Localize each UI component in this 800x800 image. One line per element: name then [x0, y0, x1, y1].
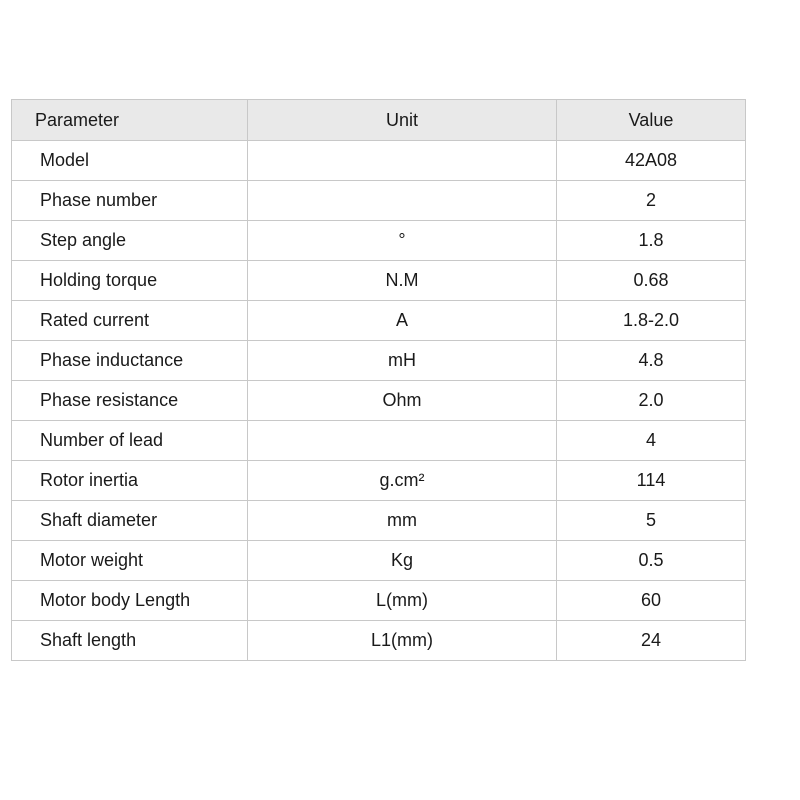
table-row — [12, 421, 746, 461]
value-cell: 4.8 — [557, 341, 746, 381]
value-cell: 2.0 — [557, 381, 746, 421]
table-row — [12, 461, 746, 501]
unit-cell: ° — [248, 221, 557, 261]
param-cell: Motor body Length — [12, 581, 248, 621]
param-cell: Number of lead — [12, 421, 248, 461]
table-row — [12, 621, 746, 661]
param-cell: Phase number — [12, 181, 248, 221]
param-cell: Phase inductance — [12, 341, 248, 381]
table-row — [12, 501, 746, 541]
header-value: Value — [557, 100, 746, 141]
header-parameter: Parameter — [12, 100, 248, 141]
param-cell: Step angle — [12, 221, 248, 261]
param-cell: Phase resistance — [12, 381, 248, 421]
spec-table — [11, 99, 746, 661]
unit-cell: N.M — [248, 261, 557, 301]
value-cell: 24 — [557, 621, 746, 661]
value-cell: 4 — [557, 421, 746, 461]
param-cell: Shaft length — [12, 621, 248, 661]
param-cell: Rated current — [12, 301, 248, 341]
unit-cell: L1(mm) — [248, 621, 557, 661]
unit-cell — [248, 421, 557, 461]
value-cell: 60 — [557, 581, 746, 621]
value-cell: 114 — [557, 461, 746, 501]
value-cell: 42A08 — [557, 141, 746, 181]
table-row — [12, 261, 746, 301]
table-row — [12, 581, 746, 621]
value-cell: 0.5 — [557, 541, 746, 581]
param-cell: Model — [12, 141, 248, 181]
value-cell: 5 — [557, 501, 746, 541]
value-cell: 2 — [557, 181, 746, 221]
unit-cell: A — [248, 301, 557, 341]
value-cell: 1.8-2.0 — [557, 301, 746, 341]
table-row — [12, 181, 746, 221]
value-cell: 1.8 — [557, 221, 746, 261]
unit-cell — [248, 181, 557, 221]
param-cell: Holding torque — [12, 261, 248, 301]
table-row — [12, 301, 746, 341]
table-row — [12, 541, 746, 581]
value-cell: 0.68 — [557, 261, 746, 301]
unit-cell: mm — [248, 501, 557, 541]
unit-cell: Ohm — [248, 381, 557, 421]
param-cell: Rotor inertia — [12, 461, 248, 501]
unit-cell: Kg — [248, 541, 557, 581]
table-row — [12, 341, 746, 381]
table-row — [12, 141, 746, 181]
unit-cell: mH — [248, 341, 557, 381]
unit-cell — [248, 141, 557, 181]
param-cell: Motor weight — [12, 541, 248, 581]
table-row — [12, 221, 746, 261]
header-row — [12, 100, 746, 141]
header-unit: Unit — [248, 100, 557, 141]
param-cell: Shaft diameter — [12, 501, 248, 541]
table-row — [12, 381, 746, 421]
unit-cell: g.cm² — [248, 461, 557, 501]
unit-cell: L(mm) — [248, 581, 557, 621]
